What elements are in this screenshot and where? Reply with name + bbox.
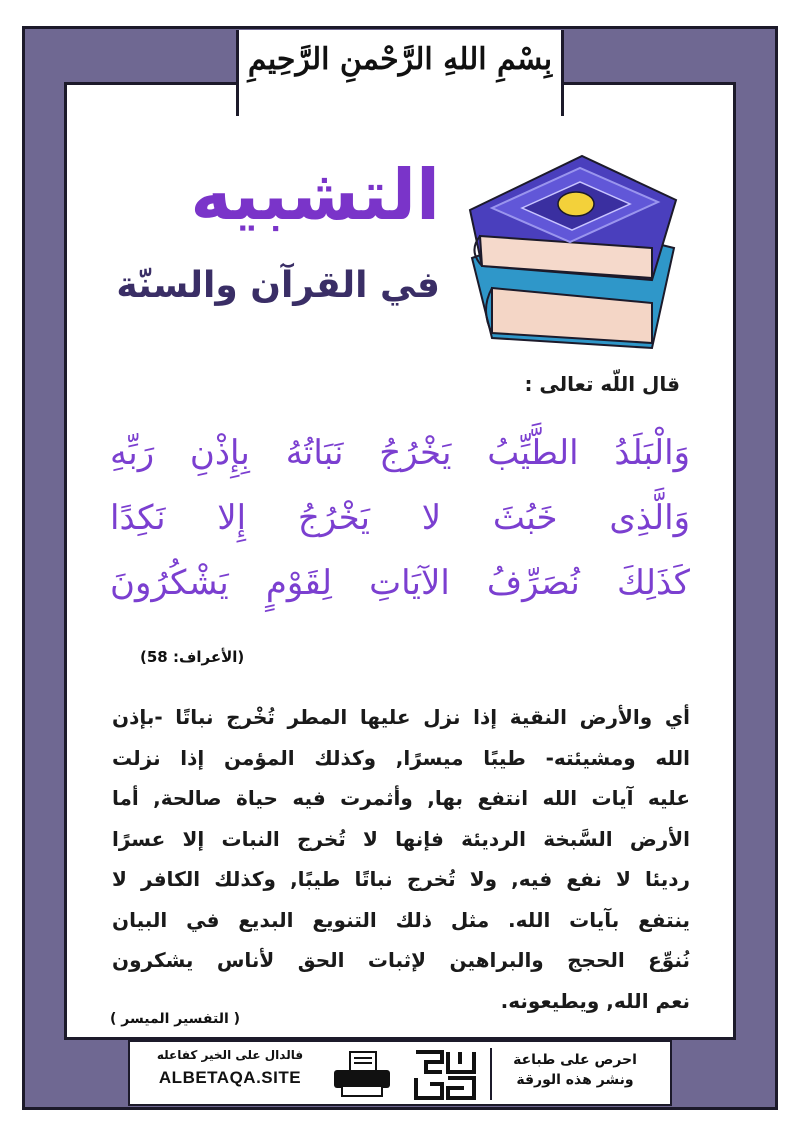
basmala-plate <box>236 30 564 116</box>
page-subtitle: في القرآن والسنّة <box>116 265 440 306</box>
footer-site-block <box>140 1048 320 1088</box>
tafsir-line: نعم الله, ويطيعونه. <box>500 988 690 1013</box>
kufic-logo-icon <box>412 1048 478 1102</box>
verse-line: كَذَلِكَ نُصَرِّفُ الآيَاتِ لِقَوْمٍ يَشْكُرُونَ <box>110 563 690 603</box>
tafsir-paragraph <box>112 697 690 1021</box>
footer-website-link[interactable]: ALBETAQA.SITE <box>158 1068 302 1087</box>
verse-reference: (الأعراف: 58) <box>140 648 245 666</box>
tafsir-line: عليه آيات الله انتفع بها, وأثمرت فيه حياة صالحة, أما <box>112 786 690 810</box>
verse-line: وَالْبَلَدُ الطَّيِّبُ يَخْرُجُ نَبَاتُهُ بِإِذْنِ رَبِّهِ <box>110 433 690 473</box>
verse-intro: قال اللّه تعالى : <box>524 372 680 396</box>
printer-icon <box>330 1050 394 1098</box>
page-title: التشبيه <box>190 154 440 236</box>
tafsir-line: نُنوِّع الحجج والبراهين لإثبات الحق لأناس يشكرون <box>112 948 690 972</box>
footer-note-line: احرص على طباعة <box>513 1052 637 1068</box>
tafsir-line: الأرض السَّبخة الرديئة فإنها لا تُخرج النبات إلا عسرًا <box>112 826 690 851</box>
tafsir-line: الله ومشيئته- طيبًا ميسرًا, وكذلك المؤمن إذا نزلت <box>112 745 690 770</box>
tafsir-line: ينتفع بآيات الله. مثل ذلك التنويع البديع في البيان <box>112 907 690 932</box>
tafsir-line: رديئا لا نفع فيه, ولا تُخرج نباتًا طيبًا, وكذلك الكافر لا <box>112 867 690 891</box>
source-citation: ( التفسير الميسر ) <box>110 1011 241 1027</box>
footer-note-line: ونشر هذه الورقة <box>516 1072 634 1088</box>
footer-note-block <box>490 1050 660 1090</box>
verse-line: وَالَّذِى خَبُثَ لا يَخْرُجُ إِلا نَكِدًا <box>110 498 690 538</box>
tafsir-line: أي والأرض النقية إذا نزل عليها المطر تُخْرج نباتًا -بإذن <box>112 705 690 729</box>
footer-saying: فالدال على الخير كفاعله <box>156 1048 304 1062</box>
footer-bar <box>128 1040 672 1106</box>
basmala-text: بِسْمِ اللهِ الرَّحْمنِ الرَّحِيمِ <box>247 42 553 77</box>
books-icon <box>452 138 682 356</box>
